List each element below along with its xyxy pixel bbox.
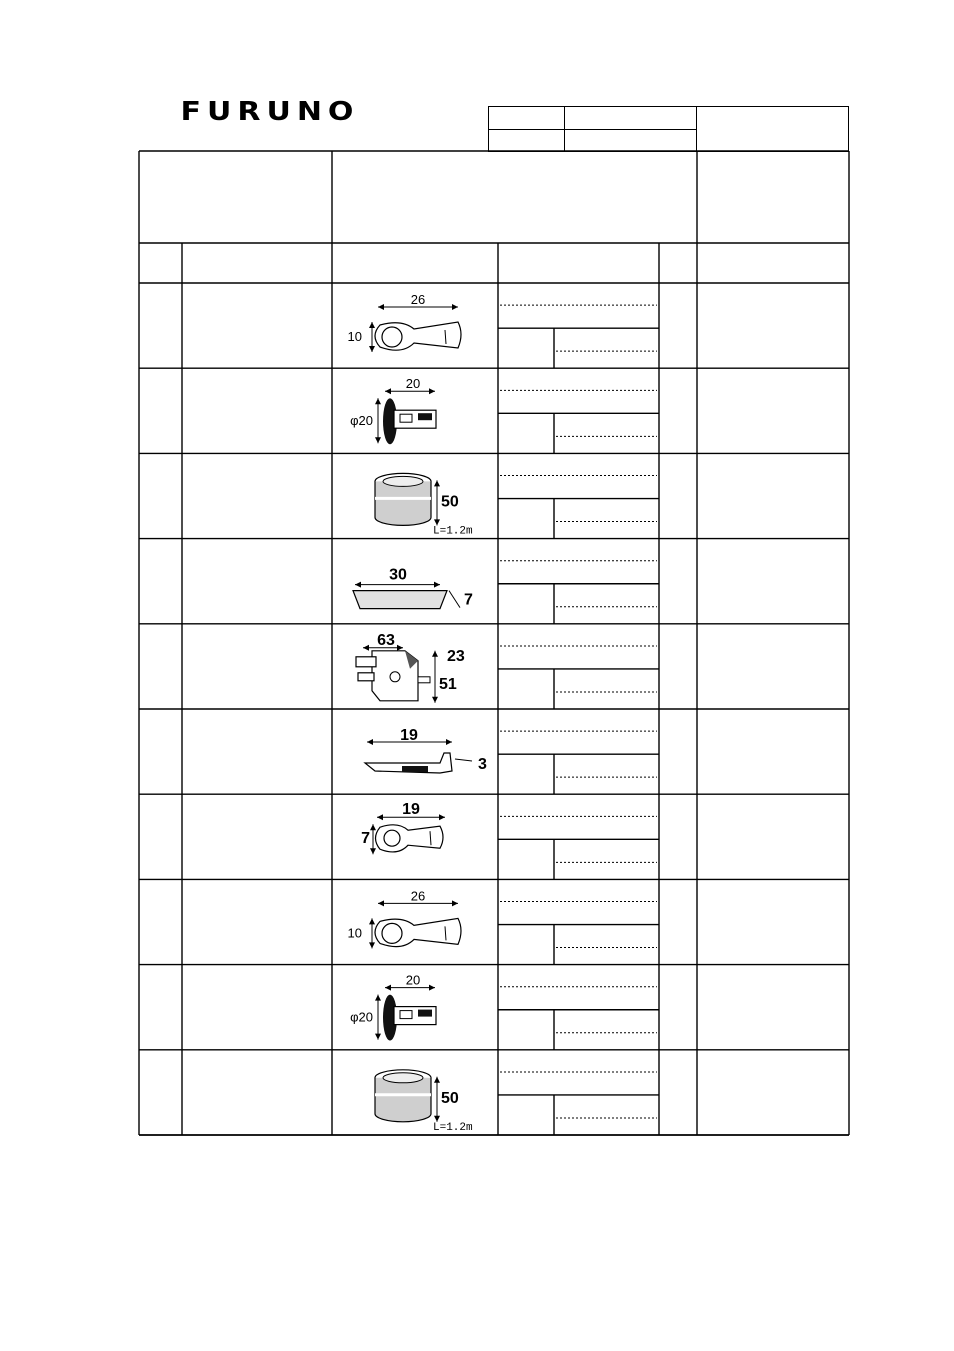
- clamp-screw: [418, 677, 430, 683]
- dimension-label-length: 19: [402, 801, 420, 819]
- tape-roll-core: [383, 476, 423, 486]
- ring-terminal-hole: [382, 923, 402, 943]
- tape-roll-side: [375, 481, 431, 525]
- dimension-label-depth: 23: [447, 647, 465, 665]
- dimension-label-length: 20: [405, 376, 421, 392]
- dimension-label-length: 26: [410, 292, 426, 307]
- dimension-label-length: 19: [400, 727, 418, 744]
- plug-detail: [418, 413, 432, 420]
- part-drawing-10: [375, 1070, 473, 1134]
- plug-detail: [400, 414, 412, 422]
- pin-detail: [402, 766, 428, 772]
- dimension-label-diameter: φ20: [350, 1009, 373, 1025]
- dimension-label-height: 7: [361, 830, 370, 848]
- dimension-line: [449, 591, 460, 608]
- ring-terminal-hole: [384, 830, 400, 846]
- dimension-label-height: 10: [347, 329, 362, 344]
- clamp-arm: [356, 657, 376, 667]
- part-drawing-9: [350, 973, 436, 1041]
- dimension-label-thickness: 7: [464, 591, 473, 609]
- part-drawing-8: [348, 888, 461, 948]
- part-drawing-1: [348, 292, 461, 352]
- plug-detail: [400, 1011, 412, 1019]
- dimension-label-diameter: φ20: [350, 413, 373, 429]
- clamp-hole: [390, 672, 400, 682]
- dimension-line: [455, 759, 472, 761]
- part-drawing-6: [365, 727, 487, 773]
- plate-body: [353, 591, 447, 609]
- part-drawing-5: [356, 632, 465, 703]
- logo-text: FURUNO: [180, 96, 360, 126]
- dimension-label-length: 30: [389, 566, 407, 584]
- tape-roll-side: [375, 1078, 431, 1122]
- part-drawing-7: [361, 801, 445, 854]
- dimension-label-height: 51: [439, 675, 457, 693]
- dimension-label-height: 3: [478, 756, 487, 773]
- clamp-arm: [358, 673, 374, 681]
- dimension-label-length: L=1.2m: [433, 1121, 473, 1134]
- part-drawing-4: [353, 567, 473, 609]
- ring-terminal-hole: [382, 327, 402, 347]
- dimension-label-height: 10: [347, 925, 362, 941]
- dimension-label-length: L=1.2m: [433, 525, 473, 538]
- part-drawing-3: [375, 473, 473, 537]
- dimension-label-width: 50: [441, 1089, 459, 1107]
- dimension-label-length: 26: [410, 888, 426, 904]
- dimension-label-length: 20: [405, 972, 421, 988]
- plug-detail: [418, 1010, 432, 1017]
- tape-roll-core: [383, 1073, 423, 1083]
- part-drawing-2: [350, 376, 436, 444]
- dimension-label-width: 50: [441, 493, 459, 511]
- dimension-label-width: 63: [377, 631, 395, 649]
